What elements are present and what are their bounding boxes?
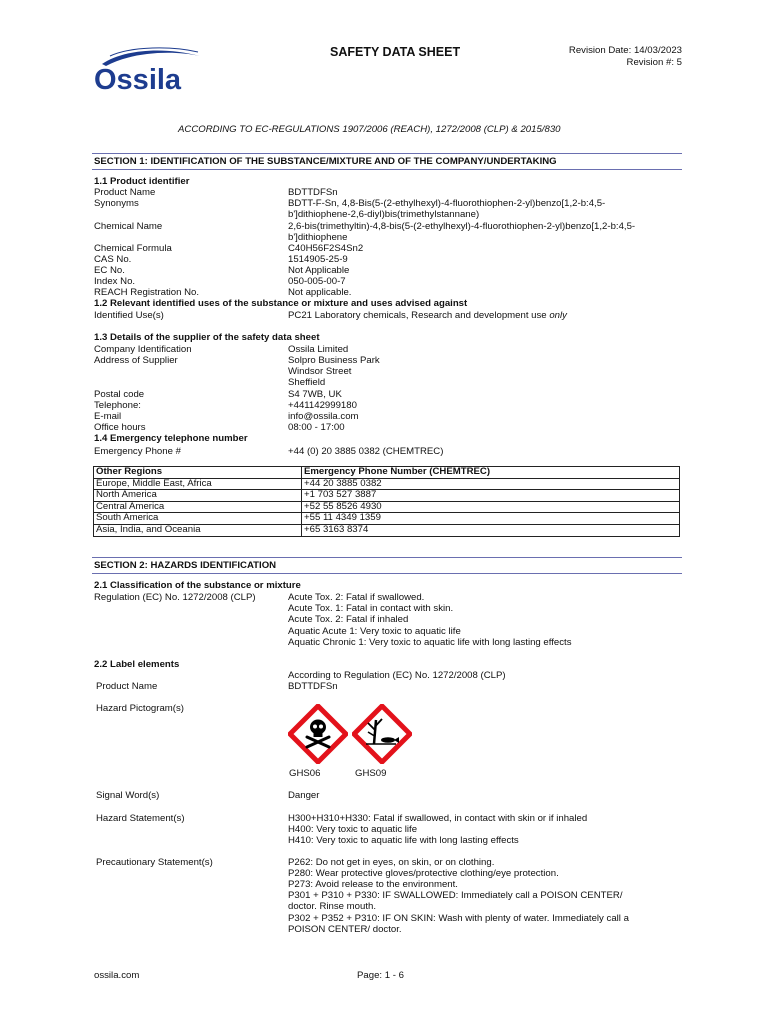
precaution-line: P302 + P352 + P310: IF ON SKIN: Wash with plenty of water. Immediately call a: [288, 913, 629, 924]
field-value: +44 (0) 20 3885 0382 (CHEMTREC): [288, 446, 444, 457]
label-elements-title: 2.2 Label elements: [94, 659, 180, 670]
classification-line: Acute Tox. 2: Fatal if swallowed.: [288, 592, 425, 603]
table-header-row: [94, 467, 680, 479]
classification-line: Aquatic Acute 1: Very toxic to aquatic life: [288, 626, 461, 637]
field-value: S4 7WB, UK: [288, 389, 342, 400]
table-header-cell: Emergency Phone Number (CHEMTREC): [302, 467, 680, 479]
section-2-heading: SECTION 2: HAZARDS IDENTIFICATION: [94, 560, 277, 571]
field-label: Telephone:: [94, 400, 141, 411]
field-value: 050-005-00-7: [288, 276, 346, 287]
field-value: [288, 310, 688, 321]
field-label: Precautionary Statement(s): [96, 857, 213, 868]
precaution-line: doctor. Rinse mouth.: [288, 901, 376, 912]
table-row: [94, 513, 680, 525]
field-label: Postal code: [94, 389, 145, 400]
region-cell: South America: [94, 513, 302, 525]
logo-text: Ossila: [94, 64, 182, 94]
section-rule: [92, 573, 682, 574]
phone-cell: +1 703 527 3887: [302, 490, 680, 502]
region-cell: Asia, India, and Oceania: [94, 524, 302, 536]
hazard-line: H400: Very toxic to aquatic life: [288, 824, 418, 835]
product-identifier-title: 1.1 Product identifier: [94, 176, 190, 187]
relevant-uses-title: 1.2 Relevant identified uses of the substance or mixture and uses advised against: [94, 298, 468, 309]
address-line: Windsor Street: [288, 366, 352, 377]
field-label: Product Name: [94, 187, 156, 198]
field-value: 1514905-25-9: [288, 254, 348, 265]
field-label: Synonyms: [94, 198, 139, 209]
email-link[interactable]: info@ossila.com: [288, 411, 359, 422]
pictogram-code: GHS09: [355, 768, 387, 779]
classification-title: 2.1 Classification of the substance or mixture: [94, 580, 301, 591]
field-value: BDTTDFSn: [288, 681, 338, 692]
precaution-line: P301 + P310 + P330: IF SWALLOWED: Immediately call a POISON CENTER/: [288, 890, 623, 901]
field-value: Ossila Limited: [288, 344, 349, 355]
field-label: Emergency Phone #: [94, 446, 181, 457]
field-value: Not Applicable: [288, 265, 350, 276]
field-value: +441142999180: [288, 400, 357, 411]
hazard-line: H410: Very toxic to aquatic life with long lasting effects: [288, 835, 519, 846]
field-label: CAS No.: [94, 254, 132, 265]
region-cell: Europe, Middle East, Africa: [94, 478, 302, 490]
field-value: BDTTDFSn: [288, 187, 338, 198]
phone-cell: +52 55 8526 4930: [302, 501, 680, 513]
field-label: Hazard Pictogram(s): [96, 703, 184, 714]
field-label: Chemical Name: [94, 221, 163, 232]
field-label: Identified Use(s): [94, 310, 164, 321]
field-value: Not applicable.: [288, 287, 352, 298]
field-label: Chemical Formula: [94, 243, 172, 254]
identified-uses-only: only: [549, 310, 567, 321]
precaution-line: P262: Do not get in eyes, on skin, or on clothing.: [288, 857, 495, 868]
field-value: BDTT-F-Sn, 4,8-Bis(5-(2-ethylhexyl)-4-fluorothiophen-2-yl)benzo[1,2-b:4,5-b']dithiophene-2,6-diyl)bis(trimethylstannane): [288, 198, 606, 221]
revision-number: Revision #: 5: [626, 57, 682, 68]
phone-cell: +65 3163 8374: [302, 524, 680, 536]
revision-date: Revision Date: 14/03/2023: [568, 45, 682, 56]
precaution-line: P280: Wear protective gloves/protective clothing/eye protection.: [288, 868, 559, 879]
field-label: REACH Registration No.: [94, 287, 200, 298]
table-row: [94, 478, 680, 490]
field-label: EC No.: [94, 265, 125, 276]
classification-line: Acute Tox. 1: Fatal in contact with skin.: [288, 603, 454, 614]
page-number: Page: 1 - 6: [357, 970, 404, 981]
section-1-heading: SECTION 1: IDENTIFICATION OF THE SUBSTANCE/MIXTURE AND OF THE COMPANY/UNDERTAKING: [94, 156, 557, 167]
section-rule: [92, 169, 682, 170]
logo-swoosh-icon: [92, 44, 202, 94]
table-header-cell: Other Regions: [94, 467, 302, 479]
emergency-regions-table: [93, 466, 680, 537]
phone-cell: +55 11 4349 1359: [302, 513, 680, 525]
precaution-line: P273: Avoid release to the environment.: [288, 879, 458, 890]
address-line: Sheffield: [288, 377, 326, 388]
classification-line: Acute Tox. 2: Fatal if inhaled: [288, 614, 409, 625]
regulation-statement: ACCORDING TO EC-REGULATIONS 1907/2006 (REACH), 1272/2008 (CLP) & 2015/830: [178, 124, 561, 135]
hazard-line: H300+H310+H330: Fatal if swallowed, in contact with skin or if inhaled: [288, 813, 588, 824]
according-clp: According to Regulation (EC) No. 1272/2008 (CLP): [288, 670, 506, 681]
precaution-line: POISON CENTER/ doctor.: [288, 924, 402, 935]
pictogram-code: GHS06: [289, 768, 321, 779]
table-row: [94, 501, 680, 513]
field-label: Hazard Statement(s): [96, 813, 185, 824]
supplier-title: 1.3 Details of the supplier of the safety data sheet: [94, 332, 320, 343]
address-line: Solpro Business Park: [288, 355, 380, 366]
footer-site: ossila.com: [94, 970, 140, 981]
field-value: C40H56F2S4Sn2: [288, 243, 364, 254]
field-value: Danger: [288, 790, 320, 801]
field-label: Signal Word(s): [96, 790, 160, 801]
field-value: 08:00 - 17:00: [288, 422, 345, 433]
field-label: Company Identification: [94, 344, 192, 355]
phone-cell: +44 20 3885 0382: [302, 478, 680, 490]
table-row: [94, 524, 680, 536]
field-label: Index No.: [94, 276, 136, 287]
ossila-logo: [92, 44, 202, 94]
table-row: [94, 490, 680, 502]
field-label: Product Name: [96, 681, 158, 692]
skull-crossbones-icon: [288, 704, 348, 764]
classification-line: Aquatic Chronic 1: Very toxic to aquatic life with long lasting effects: [288, 637, 572, 648]
field-value: 2,6-bis(trimethyltin)-4,8-bis(5-(2-ethylhexyl)-4-fluorothiophen-2-yl)benzo[1,2-b:4,5-b']dithiophene: [288, 221, 636, 244]
identified-uses-text: PC21 Laboratory chemicals, Research and development use: [288, 310, 550, 321]
environment-icon: [352, 704, 412, 764]
field-label: Address of Supplier: [94, 355, 178, 366]
region-cell: North America: [94, 490, 302, 502]
field-label: E-mail: [94, 411, 122, 422]
field-label: Office hours: [94, 422, 146, 433]
document-title: SAFETY DATA SHEET: [330, 45, 461, 59]
region-cell: Central America: [94, 501, 302, 513]
emergency-title: 1.4 Emergency telephone number: [94, 433, 248, 444]
field-label: Regulation (EC) No. 1272/2008 (CLP): [94, 592, 256, 603]
